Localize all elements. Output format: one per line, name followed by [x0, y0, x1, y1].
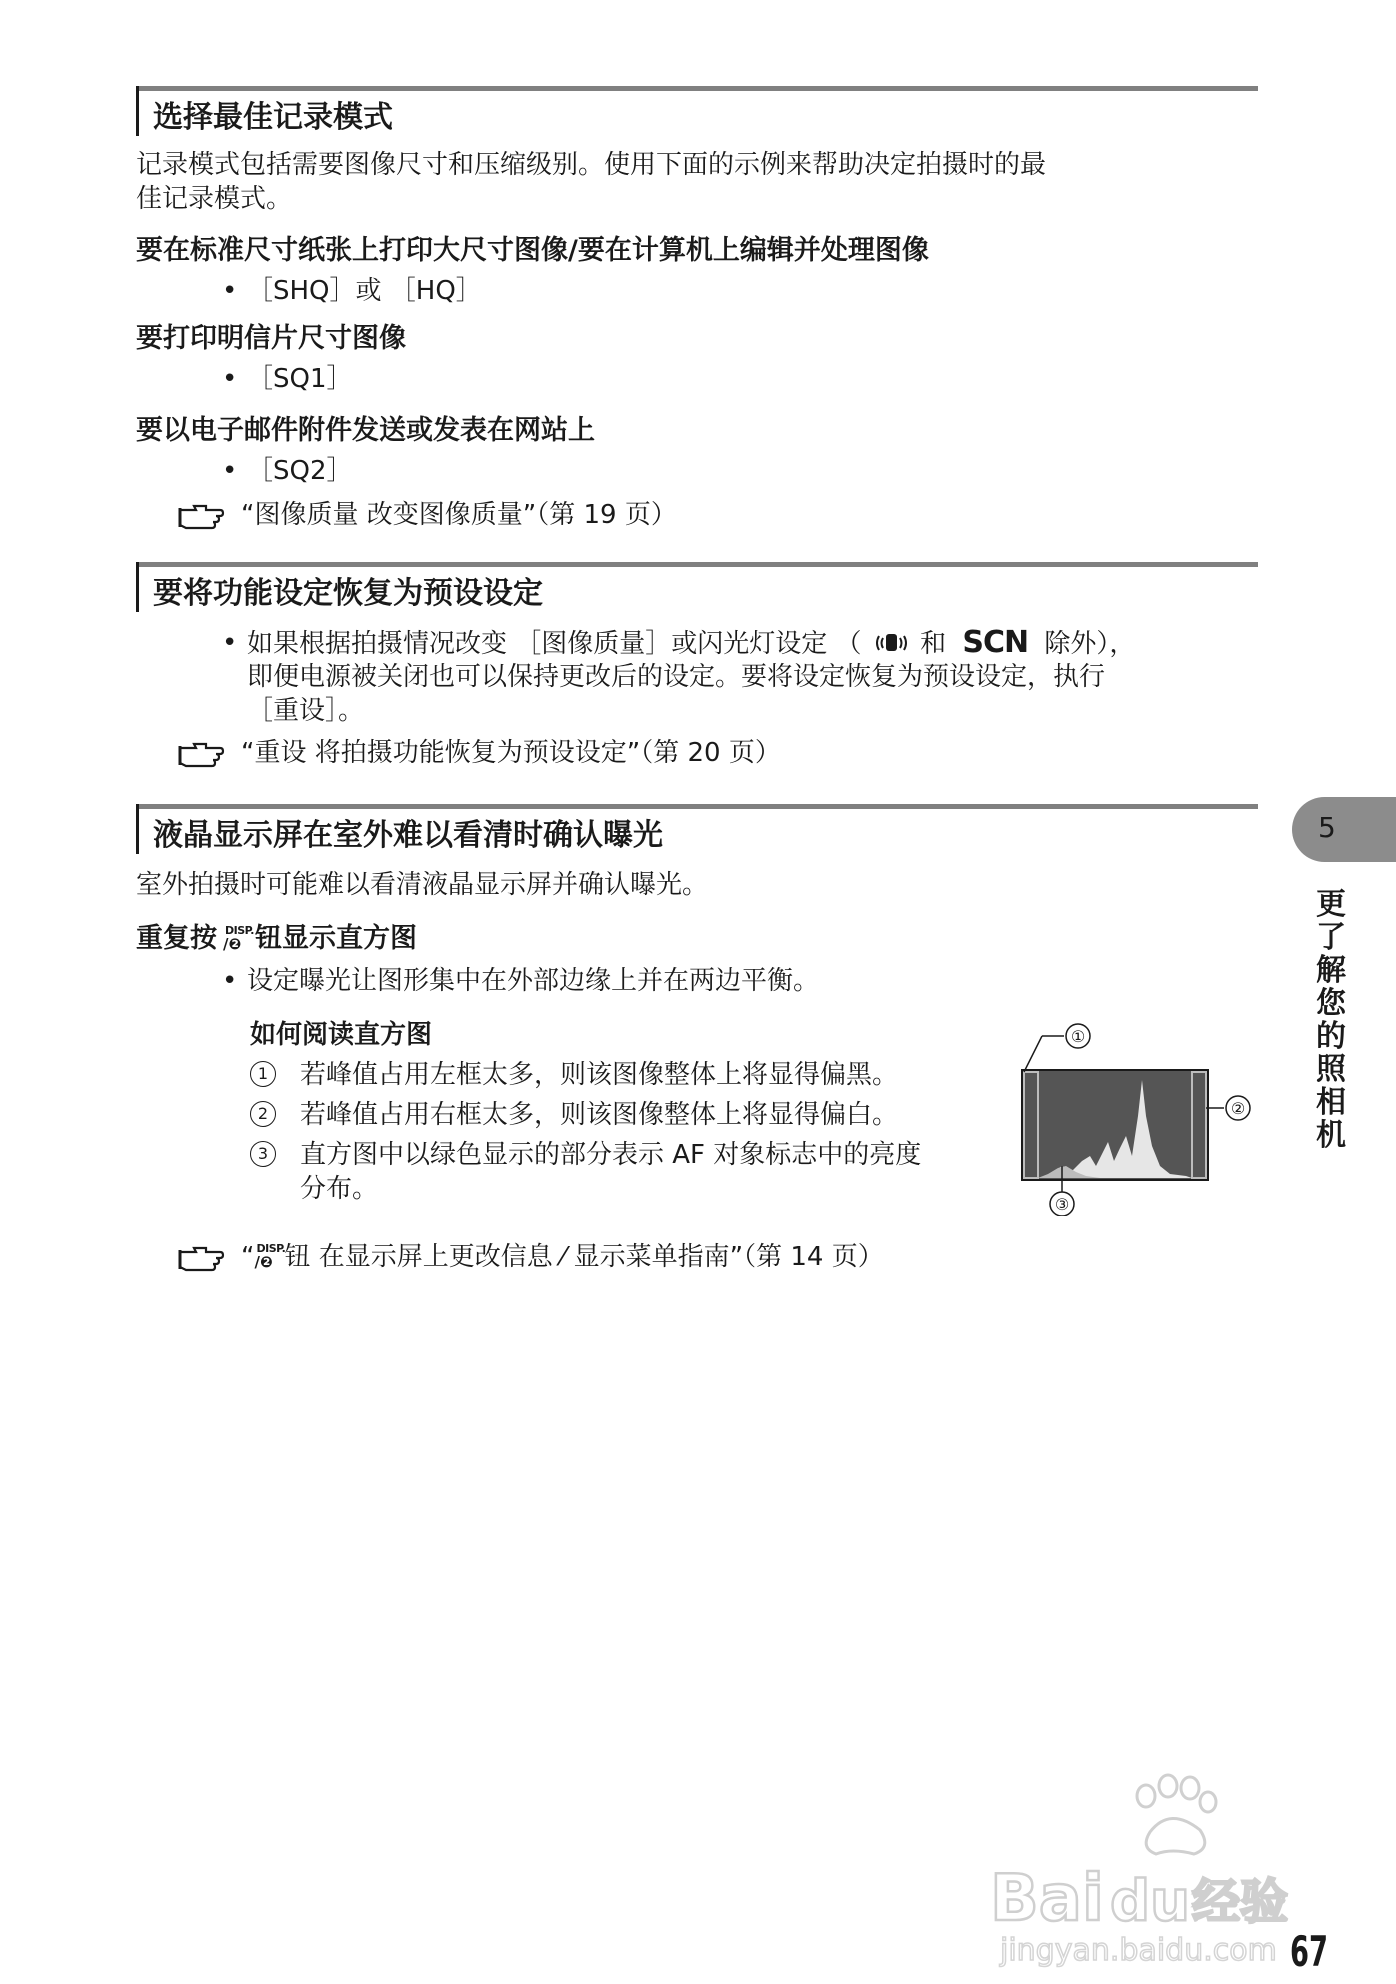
chapter-tab [1292, 797, 1396, 862]
pointing-hand-icon [176, 1240, 226, 1274]
pointing-hand-icon [176, 736, 226, 770]
section-title: 要将功能设定恢复为预设设定 [153, 576, 543, 611]
svg-text:jingyan.baidu.com: jingyan.baidu.com [1000, 1933, 1277, 1968]
case-heading-large-print: 要在标准尺寸纸张上打印大尺寸图像/要在计算机上编辑并处理图像 [136, 235, 929, 266]
scn-mode-icon: SCN [962, 625, 1029, 660]
histogram-heading: 重复按 DISP. /❷ 钮显示直方图 [136, 923, 417, 954]
disp-button-icon: DISP. /❷ [254, 1242, 286, 1271]
intro-line-2: 佳记录模式。 [136, 184, 293, 214]
section-title: 液晶显示屏在室外难以看清时确认曝光 [153, 818, 663, 853]
intro-line-1: 记录模式包括需要图像尺寸和压缩级别。使用下面的示例来帮助决定拍摄时的最 [136, 150, 1047, 180]
section-header-record-mode [136, 86, 1258, 136]
baidu-watermark [960, 1770, 1320, 1970]
pointing-hand-icon [176, 498, 226, 532]
case-heading-email: 要以电子邮件附件发送或发表在网站上 [136, 415, 595, 446]
section-header-exposure [136, 804, 1258, 854]
disp-button-icon: DISP. /❷ [223, 924, 254, 953]
case-heading-postcard: 要打印明信片尺寸图像 [136, 323, 406, 354]
svg-text:经验: 经验 [1192, 1874, 1289, 1930]
chapter-number: 5 [1318, 811, 1336, 844]
howto-heading: 如何阅读直方图 [250, 1020, 433, 1050]
reset-bullet-line-3: ［重设］。 [247, 696, 365, 726]
reset-bullet-line-2: 即便电源被关闭也可以保持更改后的设定。要将设定恢复为预设设定，执行 [247, 662, 1106, 692]
section-header-reset [136, 562, 1258, 612]
image-stabilizer-icon [874, 630, 908, 656]
section-title: 选择最佳记录模式 [153, 100, 393, 135]
histogram-illustration [1010, 1016, 1260, 1216]
histogram-note-3-line-2: 分布。 [300, 1174, 379, 1204]
page-number: 67 [1290, 1927, 1328, 1976]
callout-1: ① [1070, 1027, 1086, 1046]
callout-3: ③ [1054, 1195, 1070, 1214]
callout-2: ② [1230, 1099, 1246, 1118]
chapter-side-title: 更 了 解 您 的 照 相 机 [1316, 887, 1346, 1153]
exposure-intro: 室外拍摄时可能难以看清液晶显示屏并确认曝光。 [136, 870, 709, 900]
svg-text:Bai: Bai [990, 1862, 1104, 1936]
svg-text:du: du [1110, 1869, 1190, 1934]
